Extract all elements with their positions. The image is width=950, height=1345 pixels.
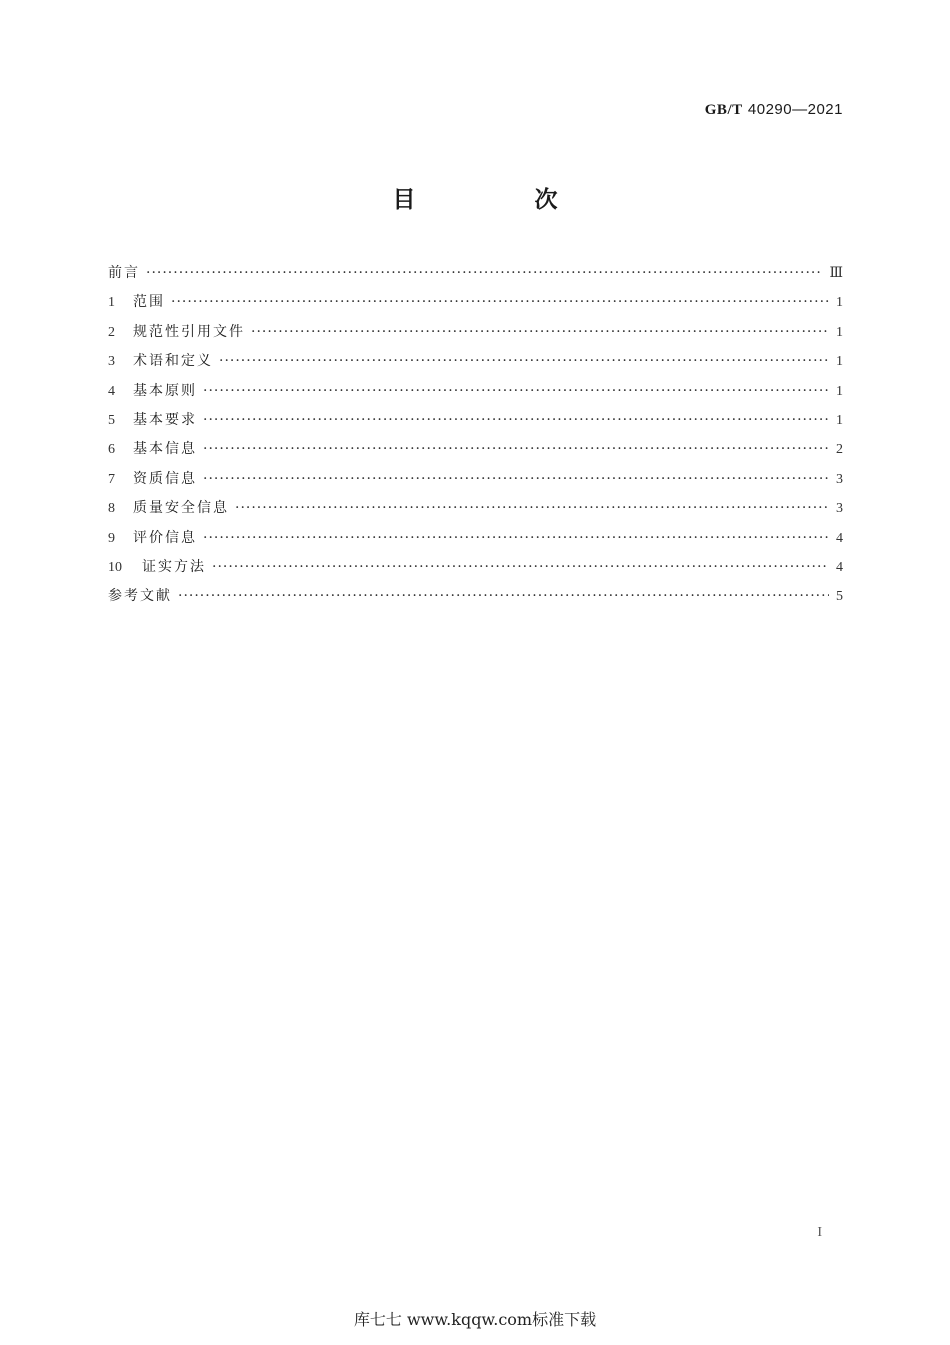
page-number: I [817, 1225, 822, 1240]
toc-entry-number: 10 [108, 559, 122, 575]
toc-entry-page: 1 [836, 324, 843, 340]
toc-leader-dots [212, 553, 829, 582]
toc-leader-dots [251, 318, 829, 347]
toc-entry-number: 6 [108, 442, 115, 458]
toc-entry-label: 术语和定义 [133, 353, 213, 370]
toc-entry-label: 范围 [133, 294, 165, 311]
toc-leader-dots [203, 524, 829, 553]
toc-entry[interactable] [108, 553, 843, 582]
toc-entry[interactable] [108, 288, 843, 317]
standard-code-prefix: GB/T [704, 102, 743, 118]
toc-entry[interactable] [108, 494, 843, 523]
toc-entry-label: 评价信息 [133, 529, 197, 546]
toc-entry[interactable] [108, 582, 843, 611]
table-of-contents [108, 259, 843, 612]
toc-entry-label: 质量安全信息 [133, 500, 229, 517]
toc-entry[interactable] [108, 406, 843, 435]
toc-leader-dots [203, 406, 829, 435]
toc-entry[interactable] [108, 347, 843, 376]
toc-entry-number: 2 [108, 324, 115, 340]
toc-entry-label: 规范性引用文件 [133, 323, 245, 340]
standard-code-number: 40290—2021 [747, 101, 843, 118]
toc-entry-page: 3 [836, 501, 843, 517]
toc-entry-page: 1 [836, 354, 843, 370]
toc-entry-page: 1 [836, 383, 843, 399]
toc-entry-page: 2 [836, 442, 843, 458]
toc-entry-page: 1 [836, 412, 843, 428]
toc-entry-page: 4 [836, 559, 843, 575]
toc-entry-page: Ⅲ [829, 266, 843, 281]
toc-entry-number: 3 [108, 354, 115, 370]
toc-entry-label: 基本原则 [133, 382, 197, 399]
toc-entry-number: 9 [108, 530, 115, 546]
toc-entry-page: 3 [836, 471, 843, 487]
toc-entry-number: 7 [108, 471, 115, 487]
footer-watermark-text: 库七七 www.kqqw.com标准下载 [353, 1310, 597, 1329]
toc-entry[interactable] [108, 435, 843, 464]
toc-leader-dots [146, 259, 823, 288]
toc-entry-label: 基本要求 [133, 411, 197, 428]
toc-entry-number: 1 [108, 295, 115, 311]
toc-entry-number: 4 [108, 383, 115, 399]
toc-leader-dots [203, 435, 829, 464]
toc-entry-number: 8 [108, 501, 115, 517]
toc-leader-dots [203, 377, 829, 406]
toc-entry-label: 证实方法 [142, 558, 206, 575]
standard-code [705, 100, 843, 119]
toc-leader-dots [171, 288, 829, 317]
toc-leader-dots [203, 465, 829, 494]
toc-leader-dots [219, 347, 829, 376]
toc-entry-label: 基本信息 [133, 441, 197, 458]
toc-entry-label: 前言 [108, 265, 140, 281]
toc-entry-page: 4 [836, 530, 843, 546]
page-title: 目 次 [392, 187, 606, 213]
toc-entry-label: 资质信息 [133, 470, 197, 487]
toc-entry-page: 1 [836, 295, 843, 311]
toc-leader-dots [178, 582, 829, 611]
toc-leader-dots [235, 494, 829, 523]
toc-entry[interactable] [108, 318, 843, 347]
toc-entry[interactable] [108, 377, 843, 406]
toc-entry[interactable] [108, 524, 843, 553]
toc-entry[interactable] [108, 259, 843, 288]
toc-entry-page: 5 [836, 589, 843, 605]
toc-entry-number: 5 [108, 412, 115, 428]
toc-entry[interactable] [108, 465, 843, 494]
toc-entry-label: 参考文献 [108, 588, 172, 605]
